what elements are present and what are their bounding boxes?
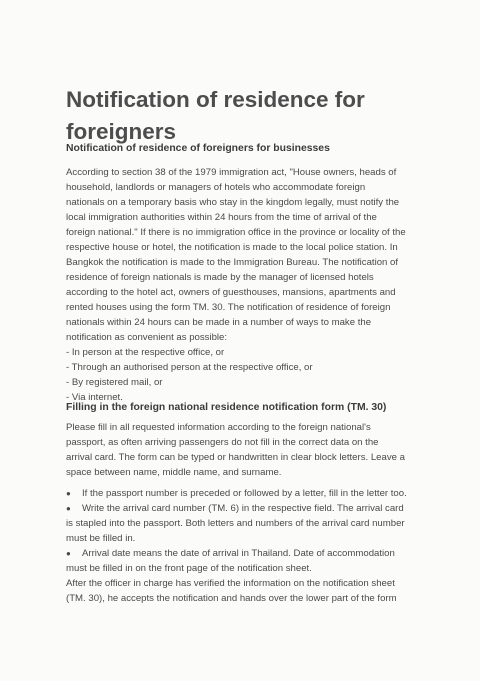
text-line: respective house or hotel, the notification is made to the local police station. In: [66, 242, 398, 253]
text-line: passport, as often arriving passengers do not fill in the correct data on the: [66, 437, 379, 448]
list-item: - Through an authorised person at the respective office, or: [66, 362, 313, 373]
list-item: - Via internet.: [66, 392, 123, 403]
text-line: rented houses using the form TM. 30. The notification of residence of foreign: [66, 302, 391, 313]
text-line: residence of foreign nationals is made by the manager of licensed hotels: [66, 272, 374, 283]
page-title: [66, 84, 426, 148]
text-line: (TM. 30), he accepts the notification and hands over the lower part of the form: [66, 593, 397, 604]
text-line: must be filled in on the front page of the notification sheet.: [66, 563, 312, 574]
text-line: nationals on a temporary basis who stay in the kingdom legally, must notify the: [66, 197, 400, 208]
section-heading: Filling in the foreign national residence notification form (TM. 30): [66, 402, 387, 413]
text-line: Bangkok the notification is made to the Immigration Bureau. The notification of: [66, 257, 399, 268]
bullet-item: [66, 486, 426, 501]
text-line: After the officer in charge has verified the information on the notification sheet: [66, 578, 395, 589]
bullet-text: Write the arrival card number (TM. 6) in the respective field. The arrival card: [82, 503, 404, 514]
list-item: - In person at the respective office, or: [66, 347, 225, 358]
text-line: According to section 38 of the 1979 immigration act, "House owners, heads of: [66, 167, 397, 178]
text-line: notification as convenient as possible:: [66, 332, 228, 343]
title-line-1: Notification of residence for: [66, 87, 365, 112]
bullet-icon: ●: [66, 549, 71, 558]
text-line: must be filled in.: [66, 533, 136, 544]
page-subtitle: Notification of residence of foreigners for businesses: [66, 143, 330, 154]
bullet-item: [66, 546, 426, 561]
text-line: is stapled into the passport. Both letters and numbers of the arrival card number: [66, 518, 405, 529]
text-line: arrival card. The form can be typed or handwritten in clear block letters. Leave a: [66, 452, 405, 463]
text-line: local immigration authorities within 24 hours from the time of arrival of the: [66, 212, 377, 223]
bullet-text: Arrival date means the date of arrival in Thailand. Date of accommodation: [82, 548, 395, 559]
list-item: - By registered mail, or: [66, 377, 163, 388]
fill-paragraph: [66, 420, 426, 480]
text-line: Please fill in all requested information according to the foreign national's: [66, 422, 371, 433]
title-line-2: foreigners: [66, 119, 177, 144]
bullet-icon: ●: [66, 489, 71, 498]
text-line: household, landlords or managers of hotels who accommodate foreign: [66, 182, 366, 193]
intro-paragraph: [66, 165, 426, 405]
bullet-list: [66, 486, 426, 606]
bullet-icon: ●: [66, 504, 71, 513]
bullet-text: If the passport number is preceded or followed by a letter, fill in the letter too.: [82, 488, 407, 499]
text-line: nationals within 24 hours can be made in a number of ways to make the: [66, 317, 372, 328]
text-line: foreign national." If there is no immigration office in the province or locality of the: [66, 227, 406, 238]
text-line: according to the hotel act, owners of guesthouses, mansions, apartments and: [66, 287, 396, 298]
bullet-item: [66, 501, 426, 516]
text-line: space between name, middle name, and surname.: [66, 467, 282, 478]
